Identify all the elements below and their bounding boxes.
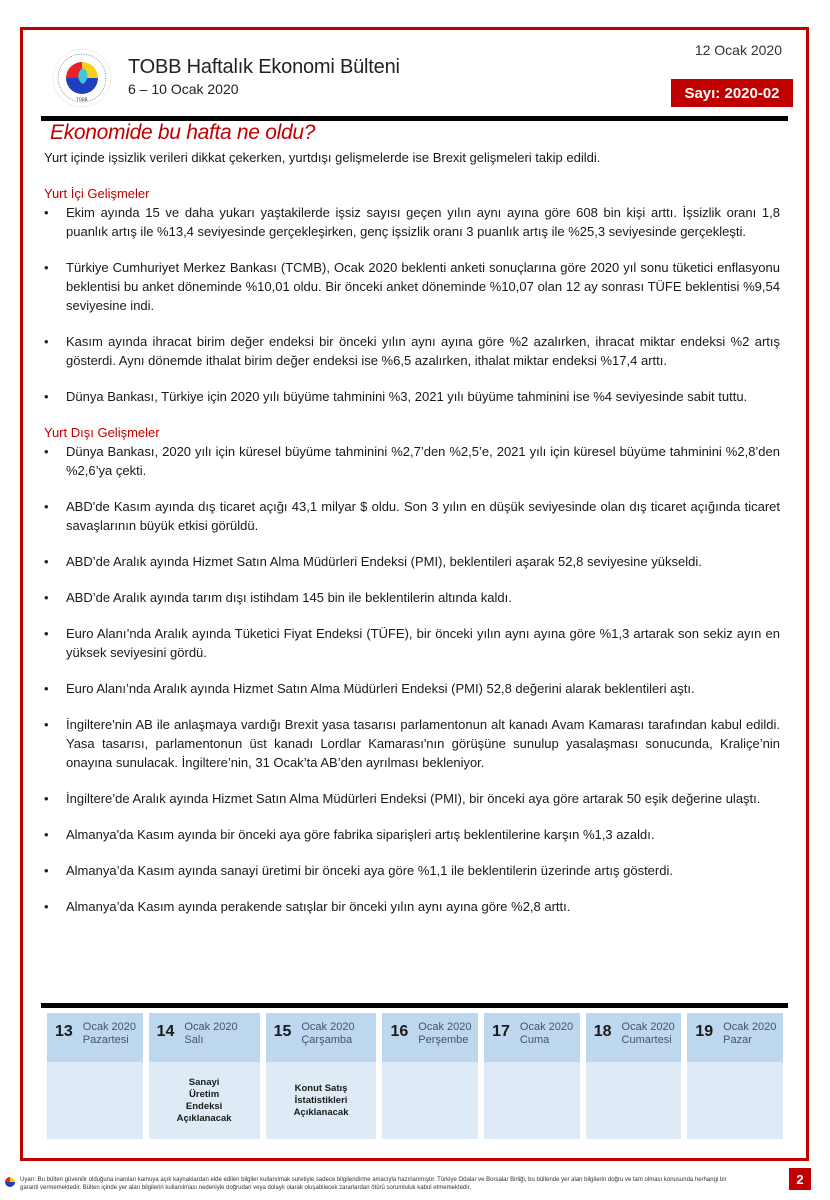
bulletin-date-range: 6 – 10 Ocak 2020 [128, 81, 239, 97]
list-item: • ABD’de Aralık ayında Hizmet Satın Alma Müdürleri Endeksi (PMI), beklentileri aşarak 52,8 seviyesine yükseldi. [44, 552, 780, 571]
list-item: • Kasım ayında ihracat birim değer endeksi bir önceki yılın aynı ayına göre %2 azalırken, ihracat miktar endeksi %2 artış gösterdi. Aynı dönemde ithalat birim değer endeksi ise %6,5 azalırken, ithalat miktar endeksi %17,4 arttı. [44, 332, 780, 370]
main-content [44, 148, 780, 933]
calendar-month: Ocak 2020 [519, 1021, 574, 1033]
calendar-month: Ocak 2020 [184, 1021, 238, 1033]
footer [4, 1176, 744, 1192]
list-item: • Almanya’da Kasım ayında perakende satışlar bir önceki yılın aynı ayına göre %2,8 arttı. [44, 897, 780, 916]
tobb-logo-small-icon [4, 1176, 16, 1188]
list-item: • ABD'de Kasım ayında dış ticaret açığı 43,1 milyar $ oldu. Son 3 yılın en düşük seviyesinde olan dış ticaret açığında ticaret savaşlarının büyük etkisi görüldü. [44, 497, 780, 535]
calendar-day-number: 13 [55, 1023, 73, 1040]
calendar-day-header [266, 1013, 377, 1062]
calendar-weekday: Pazartesi [82, 1034, 129, 1046]
calendar-day [149, 1013, 260, 1139]
calendar-day [687, 1013, 783, 1139]
disclaimer-text: Uyarı: Bu bülten güvenilir olduğuna inanılan kamuya açık kaynaklardan elde edilen bilgiler kullanılmak suretiyle sadece bilgilendirme amacıyla hazırlanmıştır. Türkiye Odalar ve Borsalar Birliği, bu bültende yer alan bilgilerin doğru ve tam olması konusunda herhangi bir garanti vermemektedir. Bülten içinde yer alan bilgilerin kullanılması nedeniyle doğrudan veya dolaylı olarak oluşabilecek zararlardan ötürü sorumluluk kabul etmemektedir. [20, 1177, 727, 1191]
calendar-event: Konut Satış İstatistikleri Açıklanacak [266, 1062, 377, 1139]
calendar-day-number: 18 [593, 1023, 612, 1040]
calendar-weekday: Cumartesi [621, 1034, 672, 1046]
calendar-day-header [149, 1013, 260, 1062]
domestic-heading: Yurt İçi Gelişmeler [44, 186, 150, 201]
calendar-event [382, 1062, 478, 1139]
foreign-list [44, 442, 780, 916]
calendar-event [687, 1062, 783, 1139]
publish-date: 12 Ocak 2020 [694, 42, 782, 58]
calendar-day-header [687, 1013, 783, 1062]
list-item: • Euro Alanı’nda Aralık ayında Hizmet Satın Alma Müdürleri Endeksi (PMI) 52,8 değerini alarak beklentileri aştı. [44, 679, 780, 698]
list-item: • Türkiye Cumhuriyet Merkez Bankası (TCMB), Ocak 2020 beklenti anketi sonuçlarına göre 2020 yıl sonu tüketici enflasyonu beklentisi bu anket döneminde %10,01 oldu. Bir önceki anket döneminde %10,07 olan 12 ay sonrası TÜFE beklentisi %9,54 seviyesine indi. [44, 258, 780, 315]
list-item: • Dünya Bankası, 2020 yılı için küresel büyüme tahminini %2,7’den %2,5’e, 2021 yılı için küresel büyüme tahminini %2,8’den %2,6’ya çekti. [44, 442, 780, 480]
calendar-month: Ocak 2020 [82, 1021, 136, 1033]
foreign-heading: Yurt Dışı Gelişmeler [44, 425, 160, 440]
calendar-day-header [484, 1013, 580, 1062]
page-number: 2 [789, 1168, 811, 1190]
calendar-event [484, 1062, 580, 1139]
calendar-weekday: Pazar [723, 1034, 752, 1046]
intro-text: Yurt içinde işsizlik verileri dikkat çekerken, yurtdışı gelişmelerde ise Brexit gelişmeleri takip edildi. [44, 150, 601, 165]
calendar-month: Ocak 2020 [621, 1021, 675, 1033]
section-heading: Ekonomide bu hafta ne oldu? [50, 121, 316, 144]
svg-text:TOBB: TOBB [76, 97, 88, 102]
list-item: • Almanya'da Kasım ayında bir önceki aya göre fabrika siparişleri artış beklentilerine karşın %1,3 azaldı. [44, 825, 780, 844]
calendar-day-number: 17 [492, 1023, 510, 1040]
calendar-day [586, 1013, 682, 1139]
calendar-weekday: Cuma [519, 1034, 550, 1046]
domestic-list [44, 203, 780, 406]
issue-badge: Sayı: 2020-02 [671, 79, 793, 107]
weekly-calendar [47, 1013, 783, 1139]
list-item: • Euro Alanı’nda Aralık ayında Tüketici Fiyat Endeksi (TÜFE), bir önceki yılın aynı ayına göre %1,3 artarak son sekiz ayın en yüksek seviyesini gördü. [44, 624, 780, 662]
calendar-month: Ocak 2020 [301, 1021, 355, 1033]
list-item: • Ekim ayında 15 ve daha yukarı yaştakilerde işsiz sayısı geçen yılın aynı ayına göre 608 bin kişi arttı. İşsizlik oranı 1,8 puanlık artış ile %13,4 seviyesinde gerçekleşirken, genç işsizlik oranı 3 puanlık artış ile %25,3 seviyesinde gerçekleşti. [44, 203, 780, 241]
calendar-day [47, 1013, 143, 1139]
calendar-day-header [47, 1013, 143, 1062]
calendar-event [586, 1062, 682, 1139]
list-item: • ABD’de Aralık ayında tarım dışı istihdam 145 bin ile beklentilerin altında kaldı. [44, 588, 780, 607]
calendar-month: Ocak 2020 [723, 1021, 777, 1033]
calendar-day-number: 19 [695, 1023, 714, 1040]
calendar-day-number: 14 [156, 1023, 175, 1040]
bulletin-title: TOBB Haftalık Ekonomi Bülteni [128, 56, 400, 78]
list-item: • Dünya Bankası, Türkiye için 2020 yılı büyüme tahminini %3, 2021 yılı büyüme tahminini ise %4 seviyesinde sabit tuttu. [44, 387, 780, 406]
calendar-divider [41, 1003, 788, 1008]
calendar-event [47, 1062, 143, 1139]
calendar-day-header [586, 1013, 682, 1062]
tobb-logo-icon [52, 48, 112, 108]
list-item: • Almanya’da Kasım ayında sanayi üretimi bir önceki aya göre %1,1 ile beklentilerin üzerinde artış gösterdi. [44, 861, 780, 880]
calendar-weekday: Çarşamba [301, 1034, 353, 1046]
calendar-weekday: Salı [184, 1034, 204, 1046]
calendar-day-header [382, 1013, 478, 1062]
calendar-weekday: Perşembe [418, 1034, 469, 1046]
calendar-month: Ocak 2020 [418, 1021, 472, 1033]
calendar-event: Sanayi Üretim Endeksi Açıklanacak [149, 1062, 260, 1139]
calendar-day-number: 16 [390, 1023, 409, 1040]
calendar-day [266, 1013, 377, 1139]
calendar-day [484, 1013, 580, 1139]
list-item: • İngiltere’de Aralık ayında Hizmet Satın Alma Müdürleri Endeksi (PMI), bir önceki aya göre artarak 50 eşik değerine ulaştı. [44, 789, 780, 808]
calendar-day [382, 1013, 478, 1139]
list-item: • İngiltere'nin AB ile anlaşmaya vardığı Brexit yasa tasarısı parlamentonun alt kanadı Avam Kamarası tarafından kabul edildi. Yasa tasarısı, parlamentonun üst kanadı Lordlar Kamarası'nın görüşüne sunulup yasalaşması sonucunda, Kraliçe’nin onayına sunulacak. İngiltere’nin, 31 Ocak’ta AB’den ayrılması bekleniyor. [44, 715, 780, 772]
calendar-day-number: 15 [273, 1023, 292, 1040]
